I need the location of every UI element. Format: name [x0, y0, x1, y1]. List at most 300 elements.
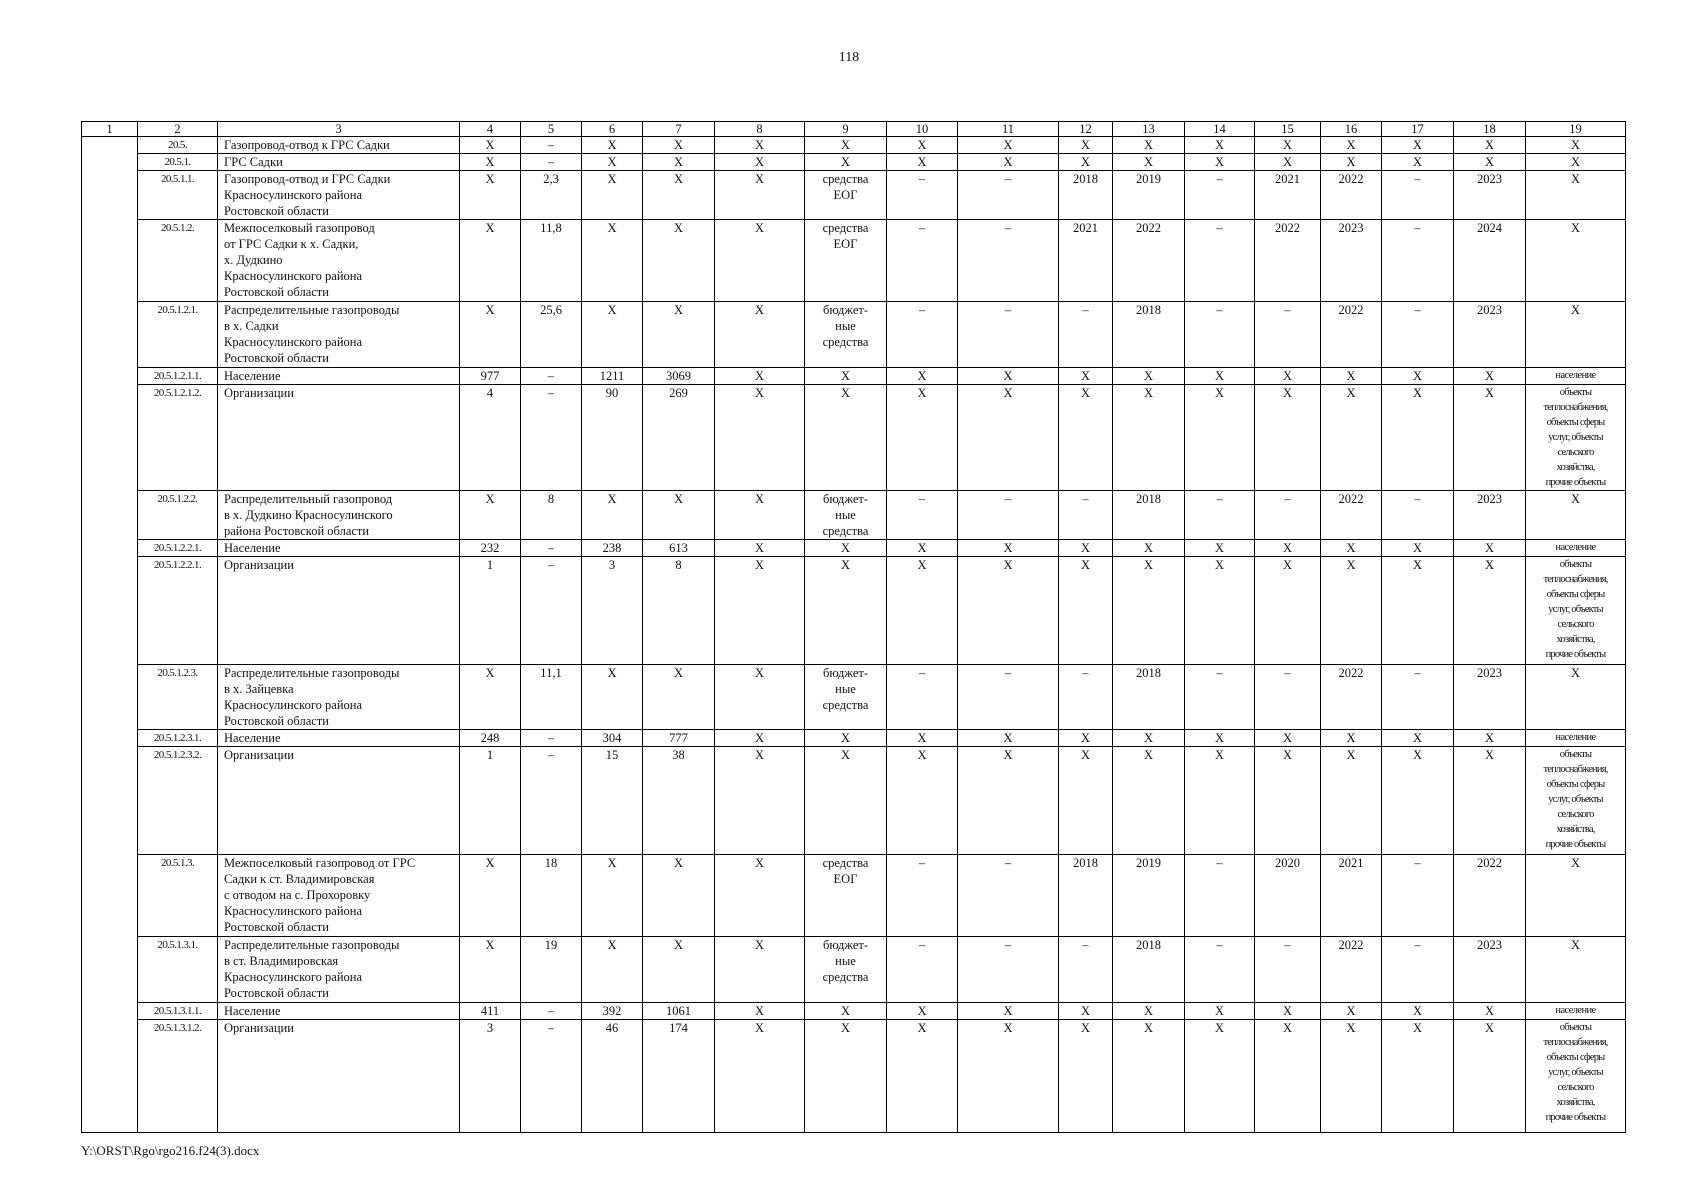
item-code: 20.5.1.1.	[138, 171, 218, 220]
column-number: 14	[1185, 122, 1255, 137]
col-14-value: Х	[1185, 1003, 1255, 1020]
col-6-value: 392	[582, 1003, 643, 1020]
col-19-value: население	[1526, 730, 1626, 747]
col-18-value: Х	[1454, 137, 1526, 154]
funding-source: Х	[805, 557, 887, 665]
column-number: 6	[582, 122, 643, 137]
col-16-value: Х	[1321, 557, 1382, 665]
col-17-value: Х	[1382, 154, 1454, 171]
col-6-value: 304	[582, 730, 643, 747]
col-8-value: Х	[715, 1003, 805, 1020]
blank-cell	[82, 855, 138, 937]
blank-cell	[82, 491, 138, 540]
column-number: 19	[1526, 122, 1626, 137]
col-12-value: Х	[1059, 1003, 1113, 1020]
col-4-value: Х	[460, 665, 521, 730]
col-10-value: –	[887, 220, 958, 302]
col-18-value: Х	[1454, 1003, 1526, 1020]
col-7-value: Х	[643, 855, 715, 937]
col-18-value: 2022	[1454, 855, 1526, 937]
col-12-value: 2018	[1059, 855, 1113, 937]
col-4-value: Х	[460, 137, 521, 154]
col-17-value: –	[1382, 665, 1454, 730]
item-name: Распределительный газопровод в х. Дудкино Красносулинского района Ростовской области	[218, 491, 460, 540]
item-name: Организации	[218, 1020, 460, 1133]
funding-source: Х	[805, 730, 887, 747]
funding-source: Х	[805, 385, 887, 491]
col-4-value: Х	[460, 154, 521, 171]
table-row	[82, 557, 1626, 665]
col-14-value: –	[1185, 171, 1255, 220]
item-code: 20.5.1.2.3.1.	[138, 730, 218, 747]
col-17-value: –	[1382, 302, 1454, 368]
col-19-value: Х	[1526, 855, 1626, 937]
col-10-value: Х	[887, 730, 958, 747]
col-18-value: 2023	[1454, 665, 1526, 730]
col-7-value: 174	[643, 1020, 715, 1133]
column-number: 17	[1382, 122, 1454, 137]
column-number: 16	[1321, 122, 1382, 137]
col-8-value: Х	[715, 491, 805, 540]
col-17-value: Х	[1382, 557, 1454, 665]
page-number: 118	[838, 50, 860, 65]
col-16-value: Х	[1321, 540, 1382, 557]
item-code: 20.5.1.2.3.2.	[138, 747, 218, 855]
table-row	[82, 937, 1626, 1003]
col-15-value: 2020	[1255, 855, 1321, 937]
col-11-value: Х	[958, 1003, 1059, 1020]
table-row	[82, 730, 1626, 747]
col-18-value: Х	[1454, 368, 1526, 385]
item-name: Распределительные газопроводы в х. Зайцевка Красносулинского района Ростовской области	[218, 665, 460, 730]
col-14-value: –	[1185, 665, 1255, 730]
funding-source: средства ЕОГ	[805, 855, 887, 937]
funding-source: средства ЕОГ	[805, 171, 887, 220]
table-header-row	[82, 122, 1626, 137]
item-name: Распределительные газопроводы в ст. Владимировская Красносулинского района Ростовской области	[218, 937, 460, 1003]
col-16-value: Х	[1321, 368, 1382, 385]
table-row	[82, 665, 1626, 730]
col-8-value: Х	[715, 665, 805, 730]
item-name: Межпоселковый газопровод от ГРС Садки к ст. Владимировская с отводом на с. Прохоровку Красносулинского района Ростовской области	[218, 855, 460, 937]
column-number: 3	[218, 122, 460, 137]
blank-cell	[82, 1020, 138, 1133]
col-19-value: Х	[1526, 220, 1626, 302]
item-code: 20.5.	[138, 137, 218, 154]
col-16-value: 2021	[1321, 855, 1382, 937]
col-4-value: 4	[460, 385, 521, 491]
col-12-value: Х	[1059, 137, 1113, 154]
col-18-value: 2023	[1454, 171, 1526, 220]
col-7-value: Х	[643, 491, 715, 540]
table-row	[82, 137, 1626, 154]
col-10-value: Х	[887, 1003, 958, 1020]
item-name: Распределительные газопроводы в х. Садки Красносулинского района Ростовской области	[218, 302, 460, 368]
item-code: 20.5.1.2.	[138, 220, 218, 302]
col-17-value: –	[1382, 171, 1454, 220]
item-code: 20.5.1.3.1.1.	[138, 1003, 218, 1020]
col-17-value: Х	[1382, 747, 1454, 855]
funding-source: бюджет- ные средства	[805, 302, 887, 368]
funding-source: средства ЕОГ	[805, 220, 887, 302]
col-14-value: Х	[1185, 557, 1255, 665]
col-12-value: Х	[1059, 747, 1113, 855]
col-11-value: Х	[958, 154, 1059, 171]
col-13-value: Х	[1113, 1020, 1185, 1133]
table-row	[82, 302, 1626, 368]
col-6-value: Х	[582, 665, 643, 730]
col-6-value: Х	[582, 154, 643, 171]
col-10-value: Х	[887, 385, 958, 491]
col-19-value: население	[1526, 368, 1626, 385]
col-11-value: Х	[958, 385, 1059, 491]
col-13-value: Х	[1113, 1003, 1185, 1020]
column-number: 5	[521, 122, 582, 137]
item-name: ГРС Садки	[218, 154, 460, 171]
column-number: 12	[1059, 122, 1113, 137]
col-4-value: Х	[460, 937, 521, 1003]
column-number: 2	[138, 122, 218, 137]
col-19-value: население	[1526, 540, 1626, 557]
item-code: 20.5.1.2.3.	[138, 665, 218, 730]
col-12-value: Х	[1059, 368, 1113, 385]
col-12-value: 2018	[1059, 171, 1113, 220]
col-10-value: –	[887, 855, 958, 937]
item-name: Организации	[218, 557, 460, 665]
col-7-value: Х	[643, 171, 715, 220]
col-6-value: Х	[582, 220, 643, 302]
col-4-value: 248	[460, 730, 521, 747]
funding-source: Х	[805, 540, 887, 557]
col-8-value: Х	[715, 368, 805, 385]
col-12-value: –	[1059, 491, 1113, 540]
col-17-value: Х	[1382, 368, 1454, 385]
col-15-value: –	[1255, 491, 1321, 540]
col-5-value: –	[521, 154, 582, 171]
col-13-value: 2022	[1113, 220, 1185, 302]
blank-cell	[82, 665, 138, 730]
col-7-value: Х	[643, 302, 715, 368]
col-15-value: 2022	[1255, 220, 1321, 302]
table-row	[82, 368, 1626, 385]
col-14-value: Х	[1185, 154, 1255, 171]
col-4-value: Х	[460, 302, 521, 368]
item-code: 20.5.1.2.2.	[138, 491, 218, 540]
item-name: Население	[218, 1003, 460, 1020]
item-name: Организации	[218, 385, 460, 491]
column-number: 13	[1113, 122, 1185, 137]
col-17-value: Х	[1382, 385, 1454, 491]
col-7-value: Х	[643, 137, 715, 154]
item-name: Межпоселковый газопровод от ГРС Садки к х. Садки, х. Дудкино Красносулинского района Ростовской области	[218, 220, 460, 302]
col-5-value: 2,3	[521, 171, 582, 220]
col-11-value: Х	[958, 557, 1059, 665]
blank-cell	[82, 220, 138, 302]
funding-source: Х	[805, 747, 887, 855]
col-16-value: Х	[1321, 1020, 1382, 1133]
col-14-value: –	[1185, 937, 1255, 1003]
item-code: 20.5.1.3.1.2.	[138, 1020, 218, 1133]
col-14-value: Х	[1185, 385, 1255, 491]
col-17-value: –	[1382, 491, 1454, 540]
col-17-value: –	[1382, 855, 1454, 937]
col-4-value: Х	[460, 491, 521, 540]
col-7-value: 613	[643, 540, 715, 557]
col-18-value: 2023	[1454, 491, 1526, 540]
table-body	[82, 137, 1626, 1133]
col-8-value: Х	[715, 220, 805, 302]
col-19-value: Х	[1526, 302, 1626, 368]
col-8-value: Х	[715, 730, 805, 747]
blank-cell	[82, 368, 138, 385]
col-19-value: Х	[1526, 491, 1626, 540]
col-19-value: объекты теплоснабжения, объекты сферы услуг, объекты сельского хозяйства, прочие объекты	[1526, 557, 1626, 665]
gas-program-table	[81, 121, 1626, 1133]
col-14-value: –	[1185, 491, 1255, 540]
funding-source: Х	[805, 137, 887, 154]
col-13-value: 2018	[1113, 665, 1185, 730]
col-16-value: Х	[1321, 730, 1382, 747]
col-4-value: Х	[460, 855, 521, 937]
col-14-value: –	[1185, 220, 1255, 302]
col-13-value: 2018	[1113, 491, 1185, 540]
blank-cell	[82, 730, 138, 747]
item-code: 20.5.1.2.1.1.	[138, 368, 218, 385]
funding-source: Х	[805, 154, 887, 171]
col-6-value: Х	[582, 137, 643, 154]
col-11-value: –	[958, 171, 1059, 220]
col-8-value: Х	[715, 385, 805, 491]
table-row	[82, 385, 1626, 491]
table-row	[82, 1003, 1626, 1020]
footer-file-path: Y:\ORST\Rgo\rgo216.f24(3).docx	[81, 1143, 260, 1158]
col-7-value: 777	[643, 730, 715, 747]
blank-cell	[82, 171, 138, 220]
col-6-value: 1211	[582, 368, 643, 385]
gas-program-table-container	[81, 121, 1623, 1133]
col-5-value: –	[521, 747, 582, 855]
col-4-value: 1	[460, 557, 521, 665]
table-row	[82, 747, 1626, 855]
col-15-value: 2021	[1255, 171, 1321, 220]
col-6-value: Х	[582, 491, 643, 540]
col-12-value: Х	[1059, 730, 1113, 747]
col-18-value: Х	[1454, 385, 1526, 491]
col-4-value: 1	[460, 747, 521, 855]
col-14-value: –	[1185, 302, 1255, 368]
column-number: 11	[958, 122, 1059, 137]
col-7-value: 269	[643, 385, 715, 491]
col-12-value: 2021	[1059, 220, 1113, 302]
col-17-value: Х	[1382, 1003, 1454, 1020]
item-name: Население	[218, 730, 460, 747]
col-19-value: население	[1526, 1003, 1626, 1020]
col-16-value: 2022	[1321, 937, 1382, 1003]
col-10-value: –	[887, 665, 958, 730]
col-6-value: 238	[582, 540, 643, 557]
col-13-value: 2018	[1113, 937, 1185, 1003]
blank-cell	[82, 540, 138, 557]
col-5-value: –	[521, 557, 582, 665]
col-6-value: 46	[582, 1020, 643, 1133]
col-16-value: Х	[1321, 154, 1382, 171]
col-10-value: Х	[887, 540, 958, 557]
col-16-value: 2022	[1321, 665, 1382, 730]
item-name: Население	[218, 540, 460, 557]
col-12-value: –	[1059, 937, 1113, 1003]
col-10-value: Х	[887, 1020, 958, 1133]
col-11-value: Х	[958, 368, 1059, 385]
col-14-value: Х	[1185, 137, 1255, 154]
col-8-value: Х	[715, 137, 805, 154]
col-18-value: Х	[1454, 540, 1526, 557]
col-6-value: Х	[582, 855, 643, 937]
col-12-value: Х	[1059, 385, 1113, 491]
item-code: 20.5.1.2.1.2.	[138, 385, 218, 491]
col-10-value: Х	[887, 557, 958, 665]
col-12-value: Х	[1059, 540, 1113, 557]
item-code: 20.5.1.2.1.	[138, 302, 218, 368]
blank-cell	[82, 154, 138, 171]
col-18-value: Х	[1454, 747, 1526, 855]
col-15-value: Х	[1255, 137, 1321, 154]
col-16-value: 2023	[1321, 220, 1382, 302]
col-8-value: Х	[715, 171, 805, 220]
table-row	[82, 491, 1626, 540]
column-number: 1	[82, 122, 138, 137]
col-6-value: 15	[582, 747, 643, 855]
col-13-value: Х	[1113, 747, 1185, 855]
col-12-value: Х	[1059, 154, 1113, 171]
col-7-value: Х	[643, 937, 715, 1003]
col-13-value: Х	[1113, 557, 1185, 665]
col-5-value: 25,6	[521, 302, 582, 368]
col-11-value: Х	[958, 730, 1059, 747]
item-code: 20.5.1.2.2.1.	[138, 540, 218, 557]
col-4-value: 232	[460, 540, 521, 557]
col-6-value: Х	[582, 171, 643, 220]
funding-source: Х	[805, 368, 887, 385]
col-10-value: –	[887, 937, 958, 1003]
col-15-value: Х	[1255, 1020, 1321, 1133]
col-15-value: –	[1255, 302, 1321, 368]
item-name: Газопровод-отвод и ГРС Садки Красносулинского района Ростовской области	[218, 171, 460, 220]
col-15-value: Х	[1255, 1003, 1321, 1020]
blank-cell	[82, 302, 138, 368]
col-19-value: объекты теплоснабжения, объекты сферы услуг, объекты сельского хозяйства, прочие объекты	[1526, 1020, 1626, 1133]
col-10-value: –	[887, 302, 958, 368]
col-17-value: –	[1382, 937, 1454, 1003]
col-14-value: Х	[1185, 747, 1255, 855]
col-11-value: –	[958, 220, 1059, 302]
col-8-value: Х	[715, 302, 805, 368]
col-4-value: Х	[460, 171, 521, 220]
blank-cell	[82, 747, 138, 855]
col-6-value: 3	[582, 557, 643, 665]
col-15-value: Х	[1255, 540, 1321, 557]
col-14-value: –	[1185, 855, 1255, 937]
col-11-value: Х	[958, 540, 1059, 557]
funding-source: бюджет- ные средства	[805, 491, 887, 540]
col-12-value: Х	[1059, 1020, 1113, 1133]
col-16-value: 2022	[1321, 491, 1382, 540]
col-10-value: –	[887, 491, 958, 540]
col-17-value: Х	[1382, 137, 1454, 154]
col-11-value: Х	[958, 137, 1059, 154]
col-11-value: –	[958, 302, 1059, 368]
col-18-value: 2023	[1454, 937, 1526, 1003]
col-16-value: 2022	[1321, 171, 1382, 220]
col-12-value: –	[1059, 302, 1113, 368]
col-8-value: Х	[715, 1020, 805, 1133]
col-13-value: Х	[1113, 540, 1185, 557]
col-10-value: Х	[887, 154, 958, 171]
col-10-value: –	[887, 171, 958, 220]
col-15-value: Х	[1255, 368, 1321, 385]
item-name: Газопровод-отвод к ГРС Садки	[218, 137, 460, 154]
col-13-value: 2018	[1113, 302, 1185, 368]
col-4-value: 977	[460, 368, 521, 385]
col-5-value: 19	[521, 937, 582, 1003]
col-13-value: Х	[1113, 368, 1185, 385]
col-5-value: 11,1	[521, 665, 582, 730]
col-11-value: –	[958, 491, 1059, 540]
col-14-value: Х	[1185, 368, 1255, 385]
col-19-value: Х	[1526, 171, 1626, 220]
col-5-value: –	[521, 385, 582, 491]
col-15-value: Х	[1255, 385, 1321, 491]
col-18-value: Х	[1454, 730, 1526, 747]
col-15-value: Х	[1255, 154, 1321, 171]
col-17-value: Х	[1382, 730, 1454, 747]
col-5-value: –	[521, 1020, 582, 1133]
col-6-value: 90	[582, 385, 643, 491]
col-11-value: –	[958, 855, 1059, 937]
item-code: 20.5.1.2.2.1.	[138, 557, 218, 665]
column-number: 4	[460, 122, 521, 137]
col-19-value: Х	[1526, 937, 1626, 1003]
col-15-value: –	[1255, 665, 1321, 730]
col-8-value: Х	[715, 557, 805, 665]
col-8-value: Х	[715, 937, 805, 1003]
col-17-value: Х	[1382, 540, 1454, 557]
col-13-value: Х	[1113, 137, 1185, 154]
col-4-value: 411	[460, 1003, 521, 1020]
col-16-value: Х	[1321, 1003, 1382, 1020]
table-row	[82, 171, 1626, 220]
col-19-value: Х	[1526, 665, 1626, 730]
col-8-value: Х	[715, 855, 805, 937]
col-15-value: Х	[1255, 730, 1321, 747]
col-10-value: Х	[887, 368, 958, 385]
col-14-value: Х	[1185, 730, 1255, 747]
col-18-value: Х	[1454, 154, 1526, 171]
col-19-value: Х	[1526, 154, 1626, 171]
col-5-value: –	[521, 540, 582, 557]
col-18-value: 2023	[1454, 302, 1526, 368]
col-19-value: Х	[1526, 137, 1626, 154]
blank-cell	[82, 557, 138, 665]
col-10-value: Х	[887, 137, 958, 154]
col-19-value: объекты теплоснабжения, объекты сферы услуг, объекты сельского хозяйства, прочие объекты	[1526, 385, 1626, 491]
col-13-value: Х	[1113, 385, 1185, 491]
column-number: 18	[1454, 122, 1526, 137]
col-11-value: Х	[958, 747, 1059, 855]
col-5-value: –	[521, 1003, 582, 1020]
col-18-value: Х	[1454, 557, 1526, 665]
blank-cell	[82, 385, 138, 491]
funding-source: бюджет- ные средства	[805, 937, 887, 1003]
